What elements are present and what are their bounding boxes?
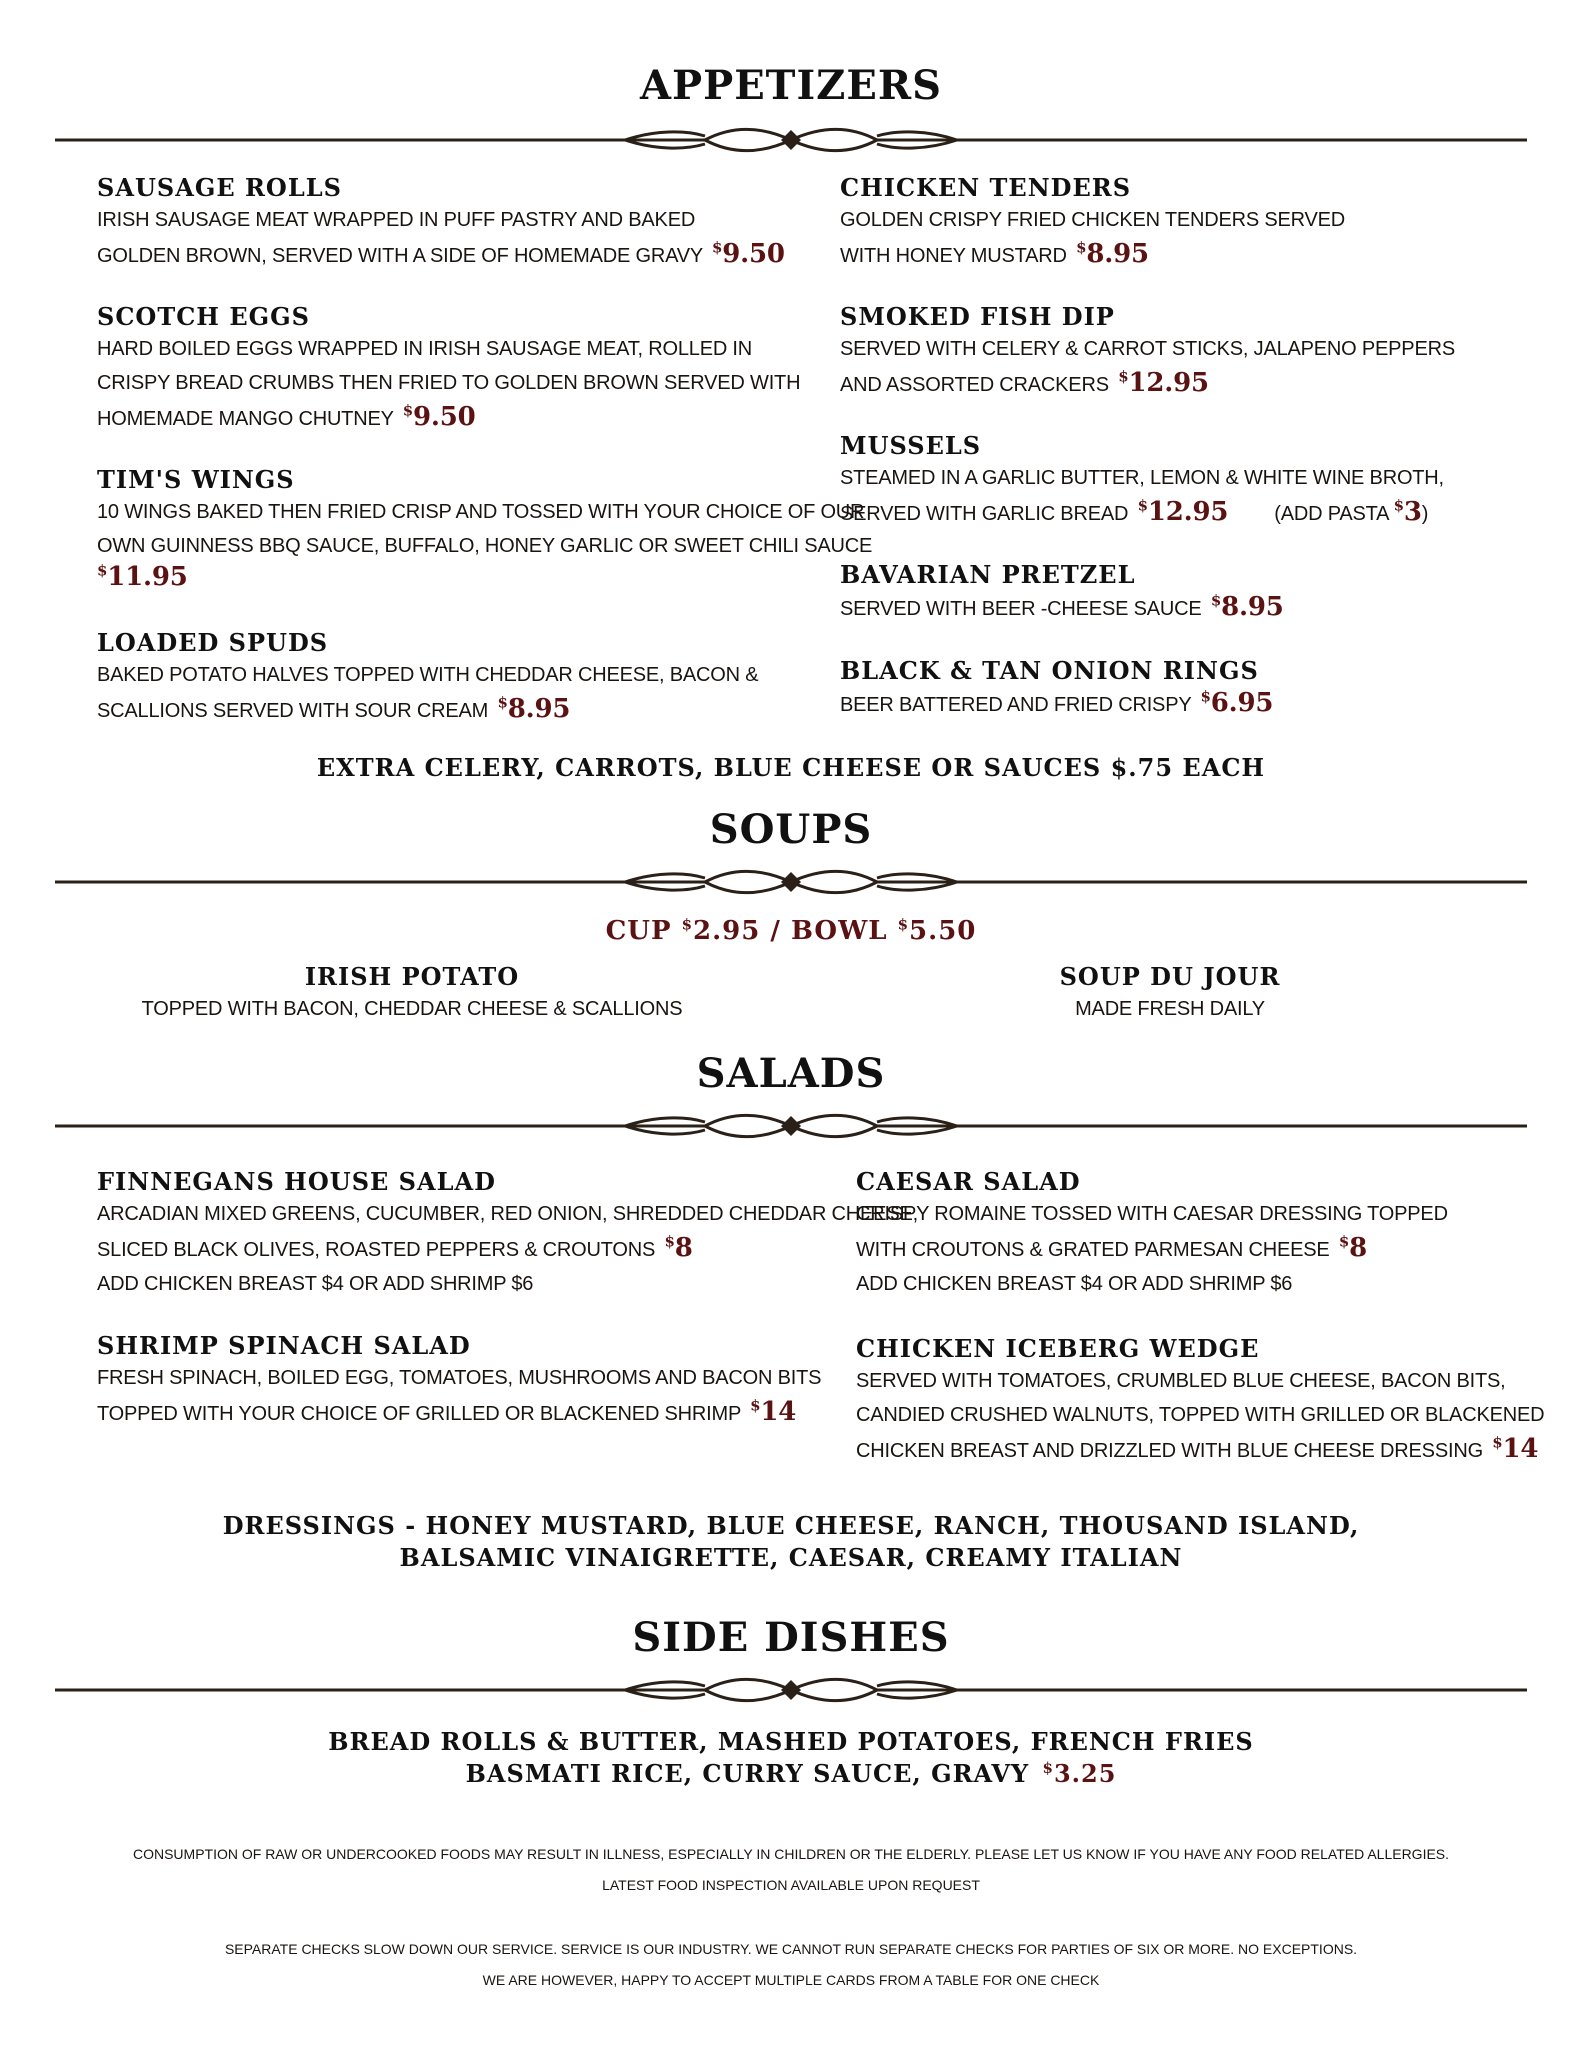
item-price: $8.95	[1076, 238, 1149, 269]
item-price: $8.95	[497, 693, 571, 724]
item-price: $11.95	[97, 561, 188, 592]
item-desc-line: GOLDEN BROWN, SERVED WITH A SIDE OF HOMEMADE GRAVY $9.50	[97, 238, 785, 269]
item-name: CHICKEN TENDERS	[840, 173, 1132, 202]
item-price: $12.95	[1118, 367, 1209, 398]
dressings-line-2: BALSAMIC VINAIGRETTE, CAESAR, CREAMY ITALIAN	[399, 1543, 1183, 1572]
item-name: CHICKEN ICEBERG WEDGE	[856, 1334, 1260, 1363]
item-desc-line: CRISPY ROMAINE TOSSED WITH CAESAR DRESSING TOPPED	[856, 1203, 1448, 1225]
item-desc-line: ARCADIAN MIXED GREENS, CUCUMBER, RED ONION, SHREDDED CHEDDAR CHEESE,	[97, 1203, 918, 1225]
item-name: CAESAR SALAD	[856, 1167, 1081, 1196]
item-price: $8	[1338, 1232, 1368, 1263]
item-name: LOADED SPUDS	[97, 628, 329, 657]
soups-heading: SOUPS	[709, 806, 873, 853]
footer-inspection-notice: LATEST FOOD INSPECTION AVAILABLE UPON REQUEST	[602, 1877, 980, 1893]
footer-checks-notice: SEPARATE CHECKS SLOW DOWN OUR SERVICE. SERVICE IS OUR INDUSTRY. WE CANNOT RUN SEPARATE CHECKS FOR PARTIES OF SIX OR MORE. NO EXCEPTIONS.	[224, 1941, 1358, 1957]
side-dishes-heading: SIDE DISHES	[632, 1614, 950, 1661]
item-name: SMOKED FISH DIP	[840, 302, 1115, 331]
item-desc-line: SERVED WITH BEER -CHEESE SAUCE $8.95	[840, 591, 1284, 622]
soup-item-soup-du-jour	[870, 962, 1470, 1026]
soups-divider	[55, 864, 1527, 900]
menu-item-scotch-eggs	[97, 302, 800, 436]
item-desc-line: SERVED WITH CELERY & CARROT STICKS, JALAPENO PEPPERS	[840, 338, 1455, 360]
item-name: SOUP DU JOUR	[1059, 962, 1281, 991]
menu-item-loaded-spuds	[97, 628, 758, 728]
item-price: $9.50	[712, 238, 785, 269]
item-desc-line: AND ASSORTED CRACKERS $12.95	[840, 367, 1209, 398]
item-name: BLACK & TAN ONION RINGS	[840, 656, 1259, 685]
item-name: SCOTCH EGGS	[97, 302, 310, 331]
menu-item-tims-wings	[97, 465, 872, 593]
item-price: $12.95	[1137, 496, 1229, 527]
appetizers-divider	[55, 122, 1527, 158]
salad-item-finnegans-house	[97, 1167, 918, 1301]
footer-cards-notice: WE ARE HOWEVER, HAPPY TO ACCEPT MULTIPLE CARDS FROM A TABLE FOR ONE CHECK	[482, 1972, 1100, 1988]
item-desc-line: OWN GUINNESS BBQ SAUCE, BUFFALO, HONEY GARLIC OR SWEET CHILI SAUCE	[97, 535, 873, 557]
salad-item-chicken-iceberg-wedge	[856, 1334, 1544, 1468]
item-price: $9.50	[402, 401, 476, 432]
menu-item-chicken-tenders	[840, 173, 1345, 273]
item-desc-line: BAKED POTATO HALVES TOPPED WITH CHEDDAR CHEESE, BACON &	[97, 664, 759, 686]
appetizers-extras-note: EXTRA CELERY, CARROTS, BLUE CHEESE OR SAUCES $.75 EACH	[316, 753, 1266, 782]
item-desc-line: SERVED WITH TOMATOES, CRUMBLED BLUE CHEESE, BACON BITS,	[856, 1370, 1506, 1392]
menu-item-mussels	[840, 431, 1444, 531]
item-addon: ADD CHICKEN BREAST $4 OR ADD SHRIMP $6	[97, 1273, 534, 1295]
item-name: FINNEGANS HOUSE SALAD	[97, 1167, 496, 1196]
item-name: BAVARIAN PRETZEL	[840, 560, 1136, 589]
salads-heading: SALADS	[696, 1050, 886, 1097]
sides-line-1: BREAD ROLLS & BUTTER, MASHED POTATOES, FRENCH FRIES	[328, 1727, 1254, 1756]
item-desc-line: WITH CROUTONS & GRATED PARMESAN CHEESE $8	[856, 1232, 1368, 1263]
item-addon: (ADD PASTA $3)	[1274, 496, 1429, 527]
item-desc-line: TOPPED WITH BACON, CHEDDAR CHEESE & SCALLIONS	[141, 998, 683, 1020]
item-desc-line: SERVED WITH GARLIC BREAD $12.95 (ADD PASTA $3)	[840, 496, 1429, 527]
addon-price: $3	[1393, 496, 1422, 527]
item-desc-line: STEAMED IN A GARLIC BUTTER, LEMON & WHITE WINE BROTH,	[840, 467, 1444, 489]
menu-item-sausage-rolls	[97, 173, 785, 273]
footer-allergy-notice: CONSUMPTION OF RAW OR UNDERCOOKED FOODS MAY RESULT IN ILLNESS, ESPECIALLY IN CHILDREN OR THE ELDERLY. PLEASE LET US KNOW IF YOU HAVE ANY FOOD RELATED ALLERGIES.	[132, 1846, 1450, 1862]
item-price-line	[97, 563, 872, 593]
item-desc-line: TOPPED WITH YOUR CHOICE OF GRILLED OR BLACKENED SHRIMP $14	[97, 1396, 797, 1427]
item-name: IRISH POTATO	[304, 962, 520, 991]
item-price: $6.95	[1200, 687, 1274, 718]
item-desc-line: WITH HONEY MUSTARD $8.95	[840, 238, 1149, 269]
soup-price-line: CUP $2.95 / BOWL $5.50	[605, 915, 977, 946]
item-desc-line: SCALLIONS SERVED WITH SOUR CREAM $8.95	[97, 693, 571, 724]
item-desc-line: MADE FRESH DAILY	[1075, 998, 1265, 1020]
item-desc-line: HOMEMADE MANGO CHUTNEY $9.50	[97, 401, 476, 432]
dressings-line-1: DRESSINGS - HONEY MUSTARD, BLUE CHEESE, RANCH, THOUSAND ISLAND,	[222, 1511, 1360, 1540]
menu-item-bavarian-pretzel	[840, 560, 1284, 626]
item-desc-line: BEER BATTERED AND FRIED CRISPY $6.95	[840, 687, 1274, 718]
item-price: $14	[1492, 1433, 1539, 1464]
appetizers-heading: APPETIZERS	[640, 62, 942, 109]
salad-item-shrimp-spinach	[97, 1331, 821, 1431]
sides-price: $3.25	[1042, 1759, 1117, 1788]
item-name: SHRIMP SPINACH SALAD	[97, 1331, 471, 1360]
sides-line-2: BASMATI RICE, CURRY SAUCE, GRAVY $3.25	[465, 1759, 1117, 1788]
item-name: SAUSAGE ROLLS	[97, 173, 342, 202]
item-desc-line: FRESH SPINACH, BOILED EGG, TOMATOES, MUSHROOMS AND BACON BITS	[97, 1367, 822, 1389]
menu-item-onion-rings	[840, 656, 1273, 722]
item-desc-line: CANDIED CRUSHED WALNUTS, TOPPED WITH GRILLED OR BLACKENED	[856, 1404, 1545, 1426]
menu-item-smoked-fish-dip	[840, 302, 1455, 402]
item-price: $8.95	[1210, 591, 1284, 622]
item-name: MUSSELS	[840, 431, 982, 460]
soup-item-irish-potato	[112, 962, 712, 1026]
item-desc-line: SLICED BLACK OLIVES, ROASTED PEPPERS & CROUTONS $8	[97, 1232, 693, 1263]
salads-divider	[55, 1108, 1527, 1144]
item-desc-line: 10 WINGS BAKED THEN FRIED CRISP AND TOSSED WITH YOUR CHOICE OF OUR	[97, 501, 865, 523]
item-desc-line: IRISH SAUSAGE MEAT WRAPPED IN PUFF PASTRY AND BAKED	[97, 209, 696, 231]
item-desc-line: GOLDEN CRISPY FRIED CHICKEN TENDERS SERVED	[840, 209, 1346, 231]
item-price: $14	[750, 1396, 797, 1427]
item-addon: ADD CHICKEN BREAST $4 OR ADD SHRIMP $6	[856, 1273, 1293, 1295]
item-desc-line: HARD BOILED EGGS WRAPPED IN IRISH SAUSAGE MEAT, ROLLED IN	[97, 338, 753, 360]
item-desc-line: CRISPY BREAD CRUMBS THEN FRIED TO GOLDEN BROWN SERVED WITH	[97, 372, 801, 394]
salad-item-caesar	[856, 1167, 1448, 1301]
side-dishes-divider	[55, 1672, 1527, 1708]
item-name: TIM'S WINGS	[97, 465, 295, 494]
item-price: $8	[664, 1232, 693, 1263]
item-desc-line: CHICKEN BREAST AND DRIZZLED WITH BLUE CHEESE DRESSING $14	[856, 1433, 1539, 1464]
